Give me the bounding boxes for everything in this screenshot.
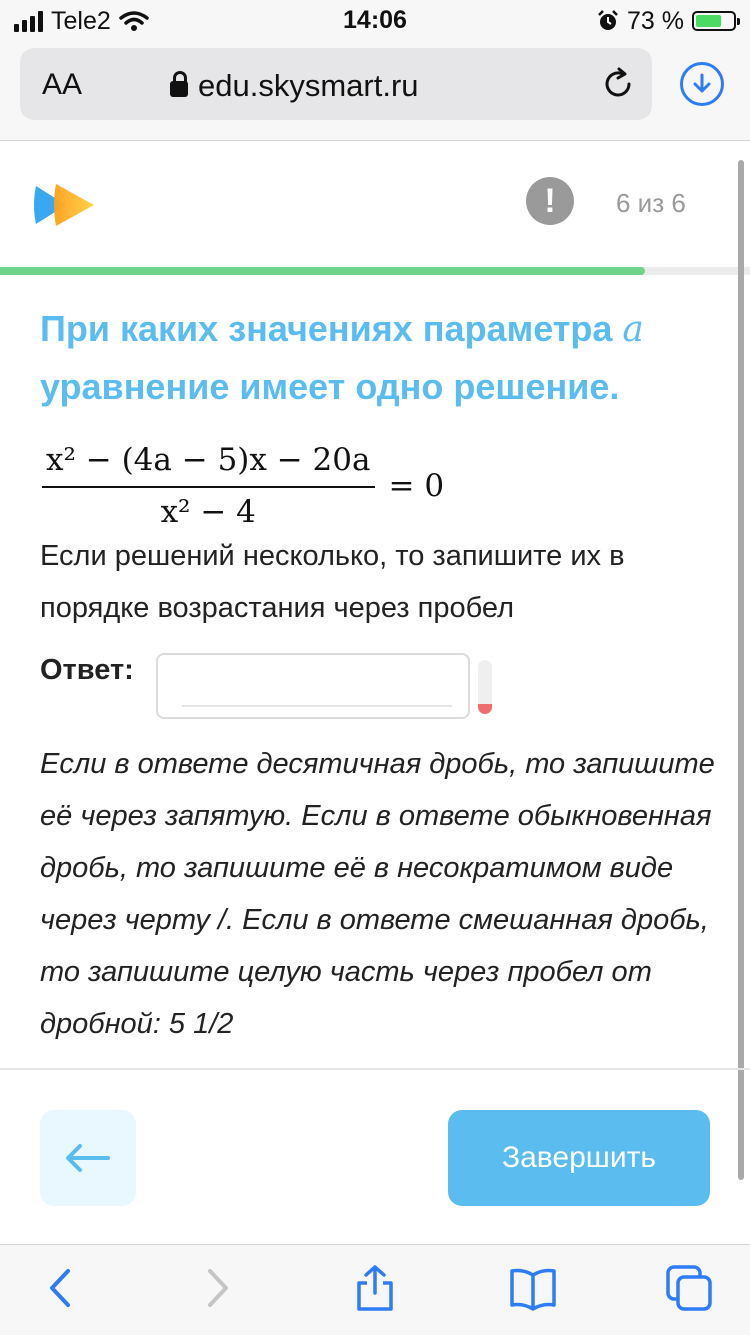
title-param: a (622, 309, 644, 350)
equation (42, 442, 444, 530)
back-chevron-icon[interactable] (36, 1263, 86, 1313)
question-counter: 6 из 6 (616, 188, 686, 218)
fraction-denominator: x² − 4 (160, 494, 256, 530)
footer-divider (0, 1068, 750, 1070)
finish-button[interactable]: Завершить (448, 1110, 710, 1206)
url-text: edu.skysmart.ru (198, 68, 419, 103)
fraction (42, 442, 375, 530)
scrollbar[interactable] (738, 160, 744, 1180)
carrier-name: Tele2 (51, 6, 111, 35)
answer-label: Ответ: (40, 654, 134, 686)
download-icon (690, 72, 714, 96)
lock-icon (170, 81, 188, 97)
fraction-numerator: x² − (4a − 5)x − 20a (42, 442, 375, 488)
answer-box[interactable] (156, 653, 470, 719)
progress-fill (0, 267, 645, 275)
reload-icon[interactable] (600, 66, 636, 102)
alarm-icon (597, 10, 619, 32)
tabs-icon[interactable] (664, 1263, 714, 1313)
alert-symbol: ! (544, 182, 556, 220)
back-button[interactable] (40, 1110, 136, 1206)
url-field[interactable] (170, 68, 520, 104)
battery-percent: 73 % (627, 6, 684, 35)
answer-status-indicator (478, 660, 492, 714)
title-text: При каких значениях параметра (40, 308, 613, 349)
skysmart-logo-icon[interactable] (32, 180, 98, 230)
progress-bar (0, 267, 750, 275)
battery-fill (696, 15, 721, 27)
instruction-text: Если решений несколько, то запишите их в порядке возрастания через пробел (40, 540, 625, 624)
address-bar[interactable] (20, 48, 652, 120)
text-size-label: AA (42, 68, 83, 101)
battery-icon (692, 11, 736, 31)
bookmarks-icon[interactable] (508, 1263, 558, 1313)
clock: 14:06 (343, 6, 407, 34)
browser-bar (0, 44, 750, 141)
browser-toolbar (0, 1244, 750, 1335)
status-bar (0, 0, 750, 44)
equation-rhs: = 0 (388, 468, 445, 504)
report-issue-button[interactable] (526, 177, 574, 225)
status-right (597, 6, 736, 36)
title-text-rest: уравнение имеет одно решение. (40, 366, 620, 407)
question-title (40, 300, 720, 415)
arrow-left-icon (65, 1143, 111, 1173)
share-icon[interactable] (350, 1263, 400, 1313)
answer-input[interactable] (182, 669, 452, 707)
forward-chevron-icon[interactable] (192, 1263, 242, 1313)
format-note: Если в ответе десятичная дробь, то запишите её через запятую. Если в ответе обыкновенная дробь, то запишите её в несократимом виде через черту /. Если в ответе смешанная дробь, то запишите целую часть через пробел от дробной: 5 1/2 (40, 748, 715, 1040)
download-button[interactable] (680, 62, 724, 106)
text-size-button[interactable] (42, 68, 82, 102)
